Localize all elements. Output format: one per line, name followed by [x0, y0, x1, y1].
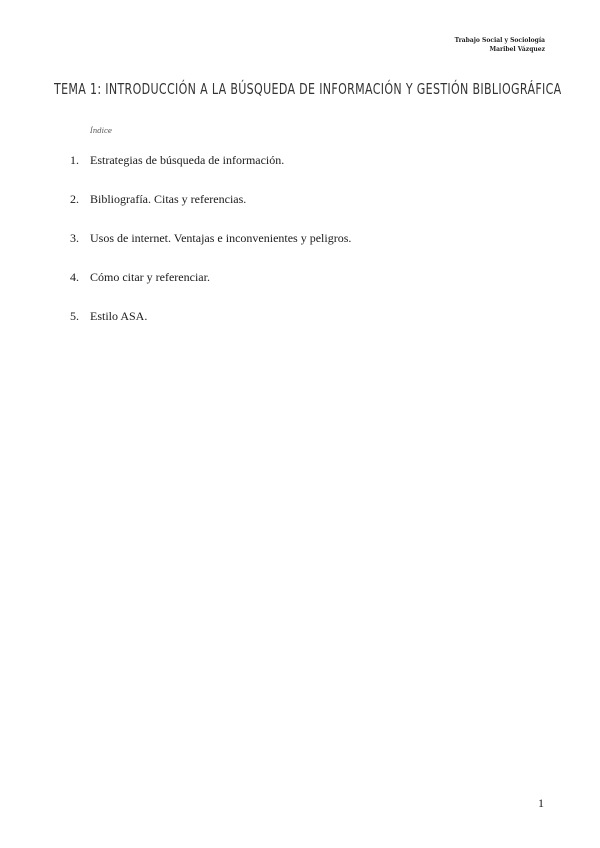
toc-item-text: Estrategias de búsqueda de información.	[90, 153, 285, 167]
page-header	[455, 36, 545, 54]
toc-item-number: 4.	[70, 270, 79, 284]
page-number: 1	[538, 796, 544, 810]
toc-item-number: 2.	[70, 192, 79, 206]
toc-item	[70, 231, 351, 270]
toc-item	[70, 153, 351, 192]
toc-item-number: 3.	[70, 231, 79, 245]
toc-item-text: Usos de internet. Ventajas e inconvenientes y peligros.	[90, 231, 352, 245]
toc-item-number: 1.	[70, 153, 79, 167]
toc-item-text: Cómo citar y referenciar.	[90, 270, 210, 284]
index-label: Índice	[90, 127, 113, 135]
toc-item-text: Bibliografía. Citas y referencias.	[90, 192, 247, 206]
toc-item-number: 5.	[70, 309, 79, 323]
toc-item	[70, 192, 351, 231]
toc-item	[70, 270, 351, 309]
header-course: Trabajo Social y Sociología	[454, 37, 545, 44]
page-title: TEMA 1: INTRODUCCIÓN A LA BÚSQUEDA DE INFORMACIÓN Y GESTIÓN BIBLIOGRÁFICA	[54, 80, 562, 98]
table-of-contents	[70, 153, 351, 348]
toc-item-text: Estilo ASA.	[90, 309, 148, 323]
toc-item	[70, 309, 351, 348]
header-author: Maribel Vázquez	[489, 46, 545, 53]
